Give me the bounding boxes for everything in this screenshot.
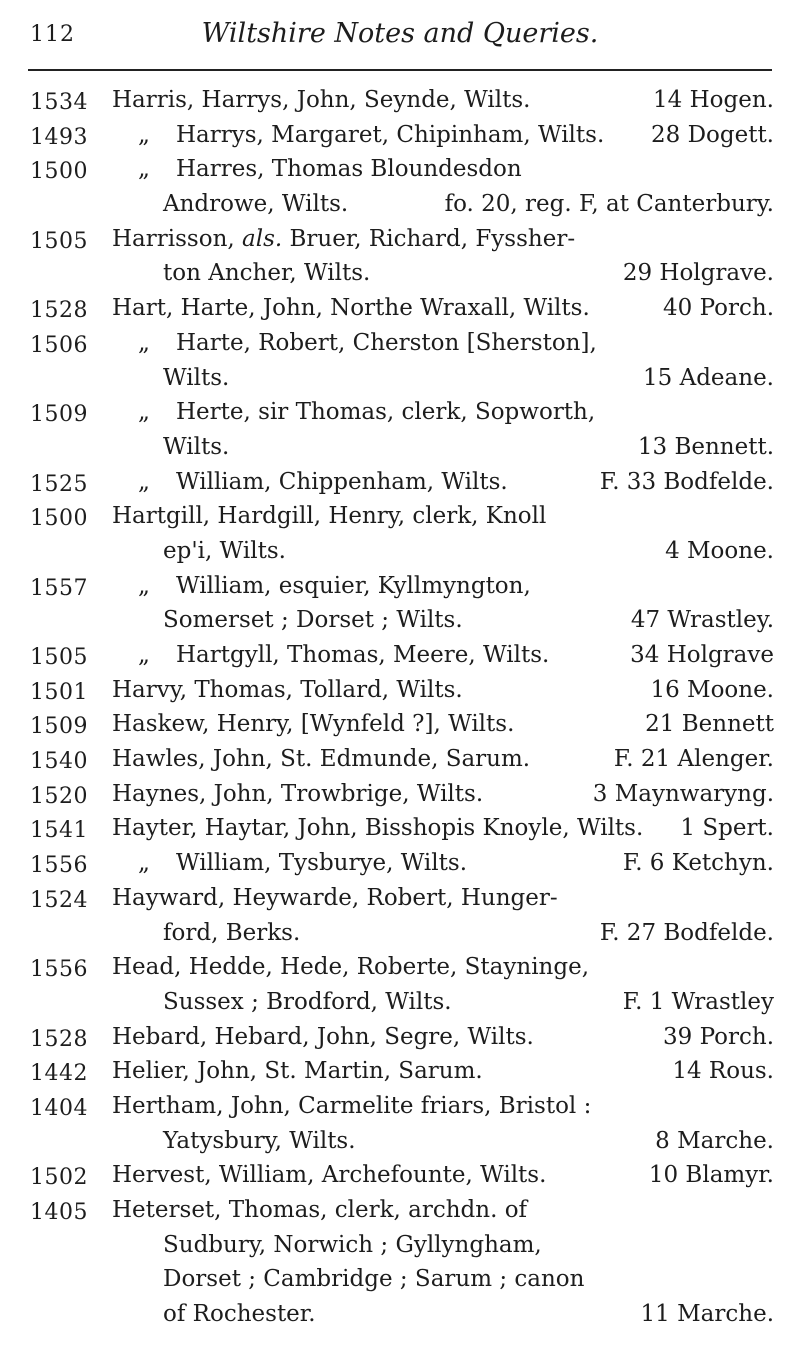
entry-reference: 4 Moone. xyxy=(665,537,774,564)
entry-text: Harvy, Thomas, Tollard, Wilts. xyxy=(112,676,463,703)
entry-reference: F. 21 Alenger. xyxy=(613,746,774,773)
entry-text: William, Tysburye, Wilts. xyxy=(176,850,468,877)
entry-year: 1493 xyxy=(30,124,88,150)
entry-text: ep'i, Wilts. xyxy=(163,537,286,564)
entry-year: 1505 xyxy=(30,645,88,670)
entry-continuation-line xyxy=(0,1297,800,1332)
entry-year: 1520 xyxy=(30,783,88,809)
entry-year: 1528 xyxy=(30,1026,88,1052)
entry-line xyxy=(0,395,800,430)
entry-line xyxy=(0,465,800,500)
entry-reference: 21 Bennett xyxy=(645,711,774,738)
entry-text: Harres, Thomas Bloundesdon xyxy=(176,156,522,183)
entry-line xyxy=(0,846,800,881)
entry-text: Harris, Harrys, John, Seynde, Wilts. xyxy=(112,87,531,113)
entry-line xyxy=(0,950,800,985)
entry-text: Hartgill, Hardgill, Henry, clerk, Knoll xyxy=(112,503,547,530)
entry-year: 1556 xyxy=(30,853,88,879)
entry-text: Yatysbury, Wilts. xyxy=(163,1127,356,1154)
entry-year: 1501 xyxy=(30,679,88,705)
entry-year: 1541 xyxy=(30,818,88,844)
entry-text: Helier, John, St. Martin, Sarum. xyxy=(112,1058,483,1085)
entry-reference: 40 Porch. xyxy=(663,295,774,322)
entry-text: Harrys, Margaret, Chipinham, Wilts. xyxy=(176,121,605,148)
ditto-mark: „ xyxy=(138,468,150,495)
entry-text: Dorset ; Cambridge ; Sarum ; canon xyxy=(163,1266,585,1293)
entry-list xyxy=(0,83,800,1332)
entry-text: Harte, Robert, Cherston [Sherston], xyxy=(176,329,597,356)
entry-text: Hervest, William, Archefounte, Wilts. xyxy=(112,1162,547,1189)
entry-line xyxy=(0,83,800,118)
entry-continuation-line xyxy=(0,985,800,1020)
ditto-mark: „ xyxy=(138,156,150,183)
entry-text: Hartgyll, Thomas, Meere, Wilts. xyxy=(176,642,550,668)
entry-continuation-line xyxy=(0,603,800,638)
entry-continuation-line xyxy=(0,916,800,951)
entry-line xyxy=(0,118,800,153)
entry-line xyxy=(0,777,800,812)
entry-line xyxy=(0,222,800,257)
ditto-mark: „ xyxy=(138,329,150,356)
entry-text: Herte, sir Thomas, clerk, Sopworth, xyxy=(176,399,596,426)
entry-text: Wilts. xyxy=(163,364,230,391)
entry-line xyxy=(0,499,800,534)
entry-line xyxy=(0,1054,800,1089)
entry-text: Somerset ; Dorset ; Wilts. xyxy=(163,607,463,634)
entry-line xyxy=(0,1193,800,1228)
entry-line xyxy=(0,811,800,846)
entry-year: 1540 xyxy=(30,749,88,775)
entry-reference: 28 Dogett. xyxy=(651,121,774,148)
entry-reference: F. 33 Bodfelde. xyxy=(599,468,774,495)
entry-reference: 47 Wrastley. xyxy=(630,607,774,634)
entry-reference: 16 Moone. xyxy=(650,676,774,703)
entry-text: Hawles, John, St. Edmunde, Sarum. xyxy=(112,746,531,773)
ditto-mark: „ xyxy=(138,121,150,148)
entry-year: 1528 xyxy=(30,298,88,324)
entry-reference: 13 Bennett. xyxy=(637,433,774,460)
entry-reference: 34 Holgrave xyxy=(630,642,774,668)
entry-reference: 29 Holgrave. xyxy=(622,260,774,287)
entry-text: Hebard, Hebard, John, Segre, Wilts. xyxy=(112,1023,534,1050)
entry-line xyxy=(0,638,800,673)
entry-year: 1502 xyxy=(30,1165,88,1191)
entry-text: William, Chippenham, Wilts. xyxy=(176,468,508,495)
entry-text: William, esquier, Kyllmyngton, xyxy=(176,572,531,599)
entry-line xyxy=(0,152,800,187)
entry-continuation-line xyxy=(0,361,800,396)
entry-year: 1556 xyxy=(30,957,88,983)
entry-year: 1509 xyxy=(30,714,88,740)
ditto-mark: „ xyxy=(138,642,150,668)
header-rule xyxy=(28,69,772,71)
entry-line xyxy=(0,326,800,361)
entry-reference: 11 Marche. xyxy=(640,1301,774,1328)
entry-text: Wilts. xyxy=(163,433,230,460)
entry-text: Hayward, Heywarde, Robert, Hunger- xyxy=(112,884,558,911)
entry-line xyxy=(0,569,800,604)
entry-text: Haynes, John, Trowbrige, Wilts. xyxy=(112,780,484,807)
entry-text: Hertham, John, Carmelite friars, Bristol : xyxy=(112,1092,592,1119)
ditto-mark: „ xyxy=(138,850,150,877)
entry-text: ton Ancher, Wilts. xyxy=(163,260,371,287)
entry-continuation-line xyxy=(0,1124,800,1159)
entry-year: 1509 xyxy=(30,402,88,428)
entry-reference: F. 6 Ketchyn. xyxy=(622,850,774,877)
entry-year: 1525 xyxy=(30,471,88,497)
entry-text: Hayter, Haytar, John, Bisshopis Knoyle, Wilts. xyxy=(112,815,644,842)
entry-reference: fo. 20, reg. F, at Canterbury. xyxy=(444,191,774,218)
entry-text: Harrisson, als. Bruer, Richard, Fyssher- xyxy=(112,225,576,252)
entry-continuation-line xyxy=(0,1262,800,1297)
entry-reference: 3 Maynwaryng. xyxy=(592,780,774,807)
entry-year: 1405 xyxy=(30,1200,88,1225)
entry-year: 1534 xyxy=(30,90,88,115)
entry-text: Head, Hedde, Hede, Roberte, Stayninge, xyxy=(112,954,590,981)
entry-reference: 39 Porch. xyxy=(663,1023,774,1050)
entry-year: 1524 xyxy=(30,887,88,913)
running-title: Wiltshire Notes and Queries. xyxy=(201,18,599,49)
entry-line xyxy=(0,1020,800,1055)
entry-line xyxy=(0,673,800,708)
entry-text: Hart, Harte, John, Northe Wraxall, Wilts. xyxy=(112,295,590,322)
entry-continuation-line xyxy=(0,430,800,465)
entry-reference: F. 1 Wrastley xyxy=(622,988,774,1015)
entry-text: of Rochester. xyxy=(163,1301,316,1328)
entry-line xyxy=(0,1089,800,1124)
entry-year: 1442 xyxy=(30,1061,88,1087)
entry-line xyxy=(0,1158,800,1193)
entry-reference: 1 Spert. xyxy=(680,815,774,842)
entry-line xyxy=(0,742,800,777)
entry-continuation-line xyxy=(0,534,800,569)
entry-year: 1557 xyxy=(30,575,88,601)
entry-year: 1500 xyxy=(30,159,88,185)
entry-continuation-line xyxy=(0,256,800,291)
entry-year: 1404 xyxy=(30,1095,88,1121)
entry-reference: 15 Adeane. xyxy=(643,364,774,391)
entry-reference: 14 Rous. xyxy=(672,1058,774,1085)
entry-reference: 10 Blamyr. xyxy=(648,1162,774,1189)
entry-continuation-line xyxy=(0,187,800,222)
entry-year: 1505 xyxy=(30,228,88,254)
entry-text: Heterset, Thomas, clerk, archdn. of xyxy=(112,1197,528,1223)
entry-text: Sudbury, Norwich ; Gyllyngham, xyxy=(163,1231,542,1258)
entry-text: ford, Berks. xyxy=(163,919,301,946)
ditto-mark: „ xyxy=(138,572,150,599)
page-number: 112 xyxy=(30,22,75,47)
entry-text: Androwe, Wilts. xyxy=(163,191,349,218)
entry-line xyxy=(0,881,800,916)
entry-continuation-line xyxy=(0,1228,800,1263)
ditto-mark: „ xyxy=(138,399,150,426)
entry-line xyxy=(0,291,800,326)
entry-year: 1500 xyxy=(30,506,88,532)
entry-year: 1506 xyxy=(30,332,88,358)
entry-text: Sussex ; Brodford, Wilts. xyxy=(163,988,452,1015)
entry-line xyxy=(0,707,800,742)
entry-reference: 14 Hogen. xyxy=(653,87,774,113)
entry-reference: 8 Marche. xyxy=(655,1127,774,1154)
entry-reference: F. 27 Bodfelde. xyxy=(599,919,774,946)
entry-text: Haskew, Henry, [Wynfeld ?], Wilts. xyxy=(112,711,515,738)
